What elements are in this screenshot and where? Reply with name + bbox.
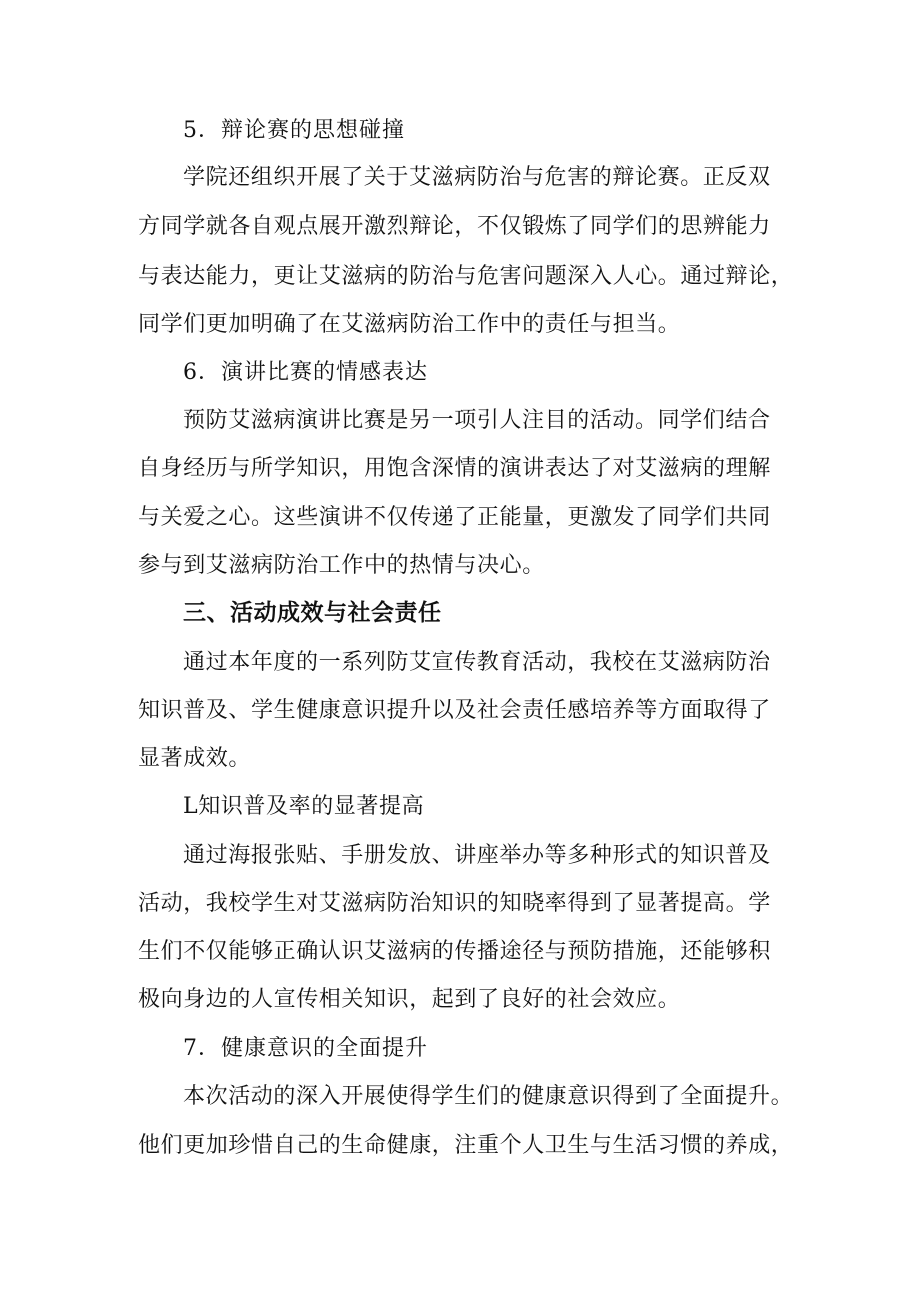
paragraph-line: 同学们更加明确了在艾滋病防治工作中的责任与担当。	[138, 312, 681, 337]
paragraph-line: 活动，我校学生对艾滋病防治知识的知晓率得到了显著提高。学	[138, 891, 771, 916]
paragraph-line: 通过海报张贴、手册发放、讲座举办等多种形式的知识普及	[183, 843, 771, 868]
paragraph-line: 本次活动的深入开展使得学生们的健康意识得到了全面提升。	[183, 1084, 794, 1109]
paragraph-line: 自身经历与所学知识，用饱含深情的演讲表达了对艾滋病的理解	[138, 456, 771, 481]
paragraph-line: 通过本年度的一系列防艾宣传教育活动，我校在艾滋病防治	[183, 650, 771, 675]
paragraph-line: 与表达能力，更让艾滋病的防治与危害问题深入人心。通过辩论，	[138, 264, 794, 289]
paragraph-line: 参与到艾滋病防治工作中的热情与决心。	[138, 553, 545, 578]
paragraph-line: 预防艾滋病演讲比赛是另一项引人注目的活动。同学们结合	[183, 408, 771, 433]
paragraph-line: 他们更加珍惜自己的生命健康，注重个人卫生与生活习惯的养成，	[138, 1133, 794, 1158]
paragraph-line: 显著成效。	[138, 746, 252, 771]
paragraph-line: 学院还组织开展了关于艾滋病防治与危害的辩论赛。正反双	[183, 165, 771, 190]
section-heading-7: 7．健康意识的全面提升	[183, 1036, 428, 1061]
section-heading-5: 5．辩论赛的思想碰撞	[183, 118, 405, 143]
paragraph-line: 方同学就各自观点展开激烈辩论，不仅锻炼了同学们的思辨能力	[138, 214, 771, 239]
part-title-3: 三、活动成效与社会责任	[183, 600, 442, 626]
section-heading-6: 6．演讲比赛的情感表达	[183, 360, 428, 385]
paragraph-line: 与关爱之心。这些演讲不仅传递了正能量，更激发了同学们共同	[138, 505, 771, 530]
paragraph-line: 生们不仅能够正确认识艾滋病的传播途径与预防措施，还能够积	[138, 939, 771, 964]
section-heading-L: L知识普及率的显著提高	[183, 794, 425, 819]
paragraph-line: 知识普及、学生健康意识提升以及社会责任感培养等方面取得了	[138, 698, 771, 723]
paragraph-line: 极向身边的人宣传相关知识，起到了良好的社会效应。	[138, 987, 681, 1012]
